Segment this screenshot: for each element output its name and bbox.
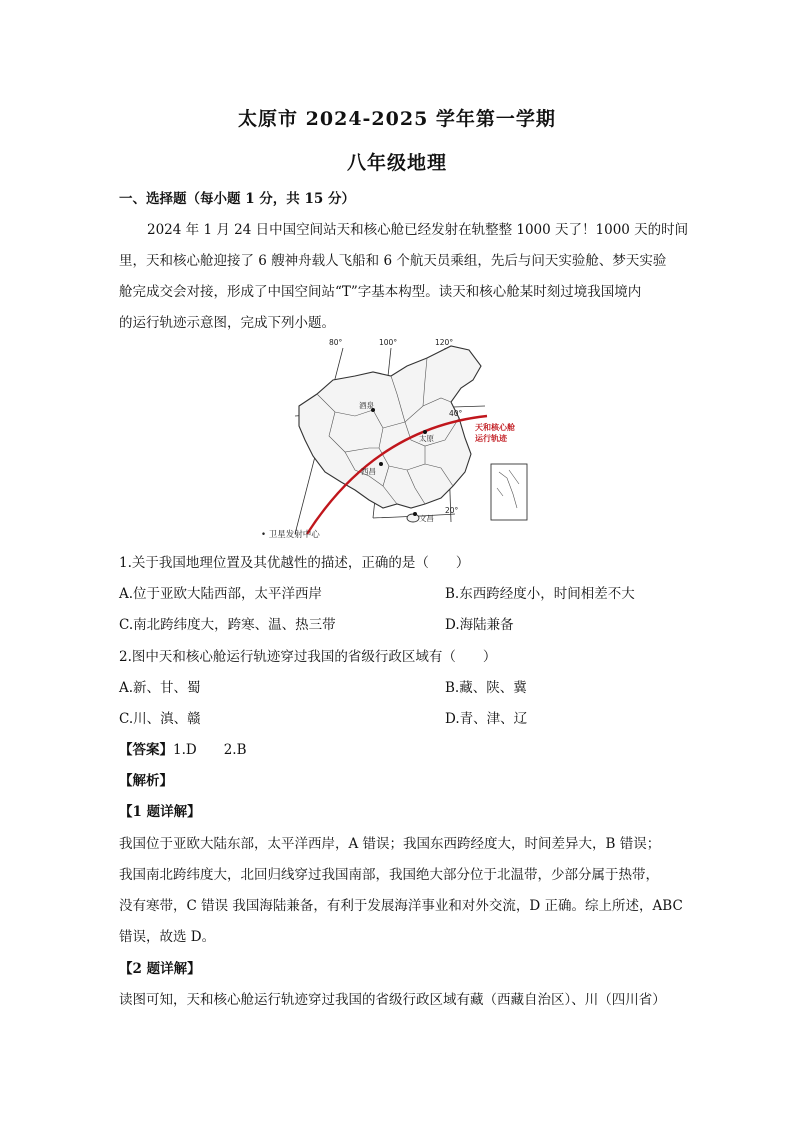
answer-line <box>119 738 247 758</box>
q1-detail-line: 错误，故选 D。 <box>119 929 216 945</box>
q2-detail-line: 读图可知，天和核心舱运行轨迹穿过我国的省级行政区域有藏（西藏自治区）、川（四川省） <box>119 992 666 1008</box>
south-china-sea-inset <box>491 464 527 520</box>
q1-detail-label: 【1 题详解】 <box>119 804 201 820</box>
passage-line: 舱完成交会对接，形成了中国空间站“T”字基本构型。读天和核心舱某时刻过境我国境内 <box>119 284 642 300</box>
answer-text: 1.D 2.B <box>173 742 247 758</box>
document-subtitle: 八年级地理 <box>346 152 447 174</box>
question-1-stem: 1.关于我国地理位置及其优越性的描述，正确的是（ ） <box>119 555 470 571</box>
longitude-label-80: 80° <box>329 338 343 347</box>
section-heading: 一、选择题（每小题 1 分，共 15 分） <box>119 191 355 207</box>
question-1-option-c: C.南北跨纬度大，跨寒、温、热三带 <box>119 617 336 633</box>
place-label-jiuquan: 酒泉 <box>359 401 374 410</box>
passage-line: 的运行轨迹示意图，完成下列小题。 <box>119 315 335 331</box>
q1-detail-line: 我国南北跨纬度大，北回归线穿过我国南部，我国绝大部分位于北温带，少部分属于热带， <box>119 867 659 883</box>
question-1-option-a: A.位于亚欧大陆西部，太平洋西岸 <box>119 586 323 602</box>
orbit-map <box>255 336 545 544</box>
q1-detail-line: 没有寒带，C 错误 我国海陆兼备，有利于发展海洋事业和对外交流，D 正确。综上所述，ABC <box>119 898 683 914</box>
map-legend: • 卫星发射中心 <box>261 530 320 540</box>
q1-detail-line: 我国位于亚欧大陆东部，太平洋西岸，A 错误；我国东西跨经度大，时间差异大，B 错误； <box>119 836 661 852</box>
latitude-label-20: 20° <box>445 506 459 515</box>
question-2-option-b: B.藏、陕、冀 <box>445 680 527 696</box>
question-1-option-d: D.海陆兼备 <box>445 617 514 633</box>
longitude-label-120: 120° <box>435 338 454 347</box>
china-outline <box>299 346 481 508</box>
question-2-option-d: D.青、津、辽 <box>445 711 528 727</box>
question-1-option-b: B.东西跨经度小，时间相差不大 <box>445 586 635 602</box>
passage-line: 里，天和核心舱迎接了 6 艘神舟载人飞船和 6 个航天员乘组，先后与问天实验舱、梦天实验 <box>119 253 667 269</box>
q2-detail-label: 【2 题详解】 <box>119 961 201 977</box>
passage-line: 2024 年 1 月 24 日中国空间站天和核心舱已经发射在轨整整 1000 天了！1000 天的时间 <box>147 222 689 238</box>
hainan-island <box>407 514 419 522</box>
orbit-label-2: 运行轨迹 <box>475 434 507 443</box>
analysis-label: 【解析】 <box>119 773 173 789</box>
place-label-wenchang: 文昌 <box>419 514 434 523</box>
latitude-label-40: 40° <box>449 409 463 418</box>
question-2-option-a: A.新、甘、蜀 <box>119 680 201 696</box>
place-label-xichang: 西昌 <box>361 467 376 476</box>
longitude-label-100: 100° <box>379 338 398 347</box>
document-title: 太原市 2024-2025 学年第一学期 <box>238 108 556 130</box>
answer-label: 【答案】 <box>119 742 173 758</box>
orbit-label: 天和核心舱 <box>475 423 515 432</box>
question-2-option-c: C.川、滇、赣 <box>119 711 201 727</box>
place-label-taiyuan: 太原 <box>419 434 434 443</box>
question-2-stem: 2.图中天和核心舱运行轨迹穿过我国的省级行政区域有（ ） <box>119 649 497 665</box>
